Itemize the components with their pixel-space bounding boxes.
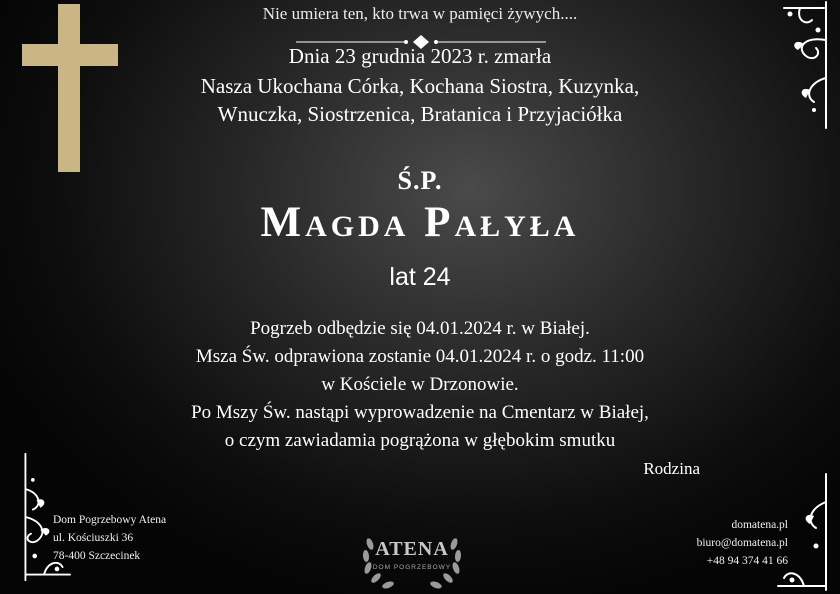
funeral-info-line: o czym zawiadamia pogrążona w głębokim smutku	[224, 430, 616, 451]
funeral-home-contact	[630, 516, 788, 570]
floral-corner-ornament	[774, 0, 834, 130]
funeral-info-line: w Kościele w Drzonowie.	[321, 374, 519, 395]
logo-subtext: DOM POGRZEBOWY	[372, 564, 452, 571]
address-line: 78-400 Szczecinek	[53, 550, 141, 562]
death-date-line: Dnia 23 grudnia 2023 r. zmarła	[288, 44, 552, 68]
deceased-name: Magda Pałyła	[260, 199, 580, 246]
funeral-info-line: Msza Św. odprawiona zostanie 04.01.2024 r. o godz. 11:00	[195, 346, 645, 367]
funeral-info-line: Pogrzeb odbędzie się 04.01.2024 r. w Białej.	[250, 318, 590, 339]
phone-number[interactable]: +48 94 374 41 66	[706, 555, 788, 567]
address-line: Dom Pogrzebowy Atena	[53, 514, 167, 526]
logo-text: ATENA	[375, 538, 449, 560]
atena-logo	[356, 530, 468, 594]
funeral-home-address	[53, 511, 223, 565]
email-link[interactable]: biuro@domatena.pl	[696, 537, 788, 549]
sp-prefix: Ś.P.	[397, 166, 443, 195]
website-link[interactable]: domatena.pl	[731, 519, 788, 531]
memorial-motto: Nie umiera ten, kto trwa w pamięci żywych....	[262, 4, 578, 23]
relations-line: Wnuczka, Siostrzenica, Bratanica i Przyjaciółka	[217, 102, 623, 126]
address-line: ul. Kościuszki 36	[53, 532, 134, 544]
signature: Rodzina	[643, 459, 700, 478]
relations-line: Nasza Ukochana Córka, Kochana Siostra, Kuzynka,	[200, 74, 640, 98]
deceased-age: lat 24	[389, 263, 451, 291]
funeral-info-line: Po Mszy Św. nastąpi wyprowadzenie na Cmentarz w Białej,	[191, 402, 649, 423]
